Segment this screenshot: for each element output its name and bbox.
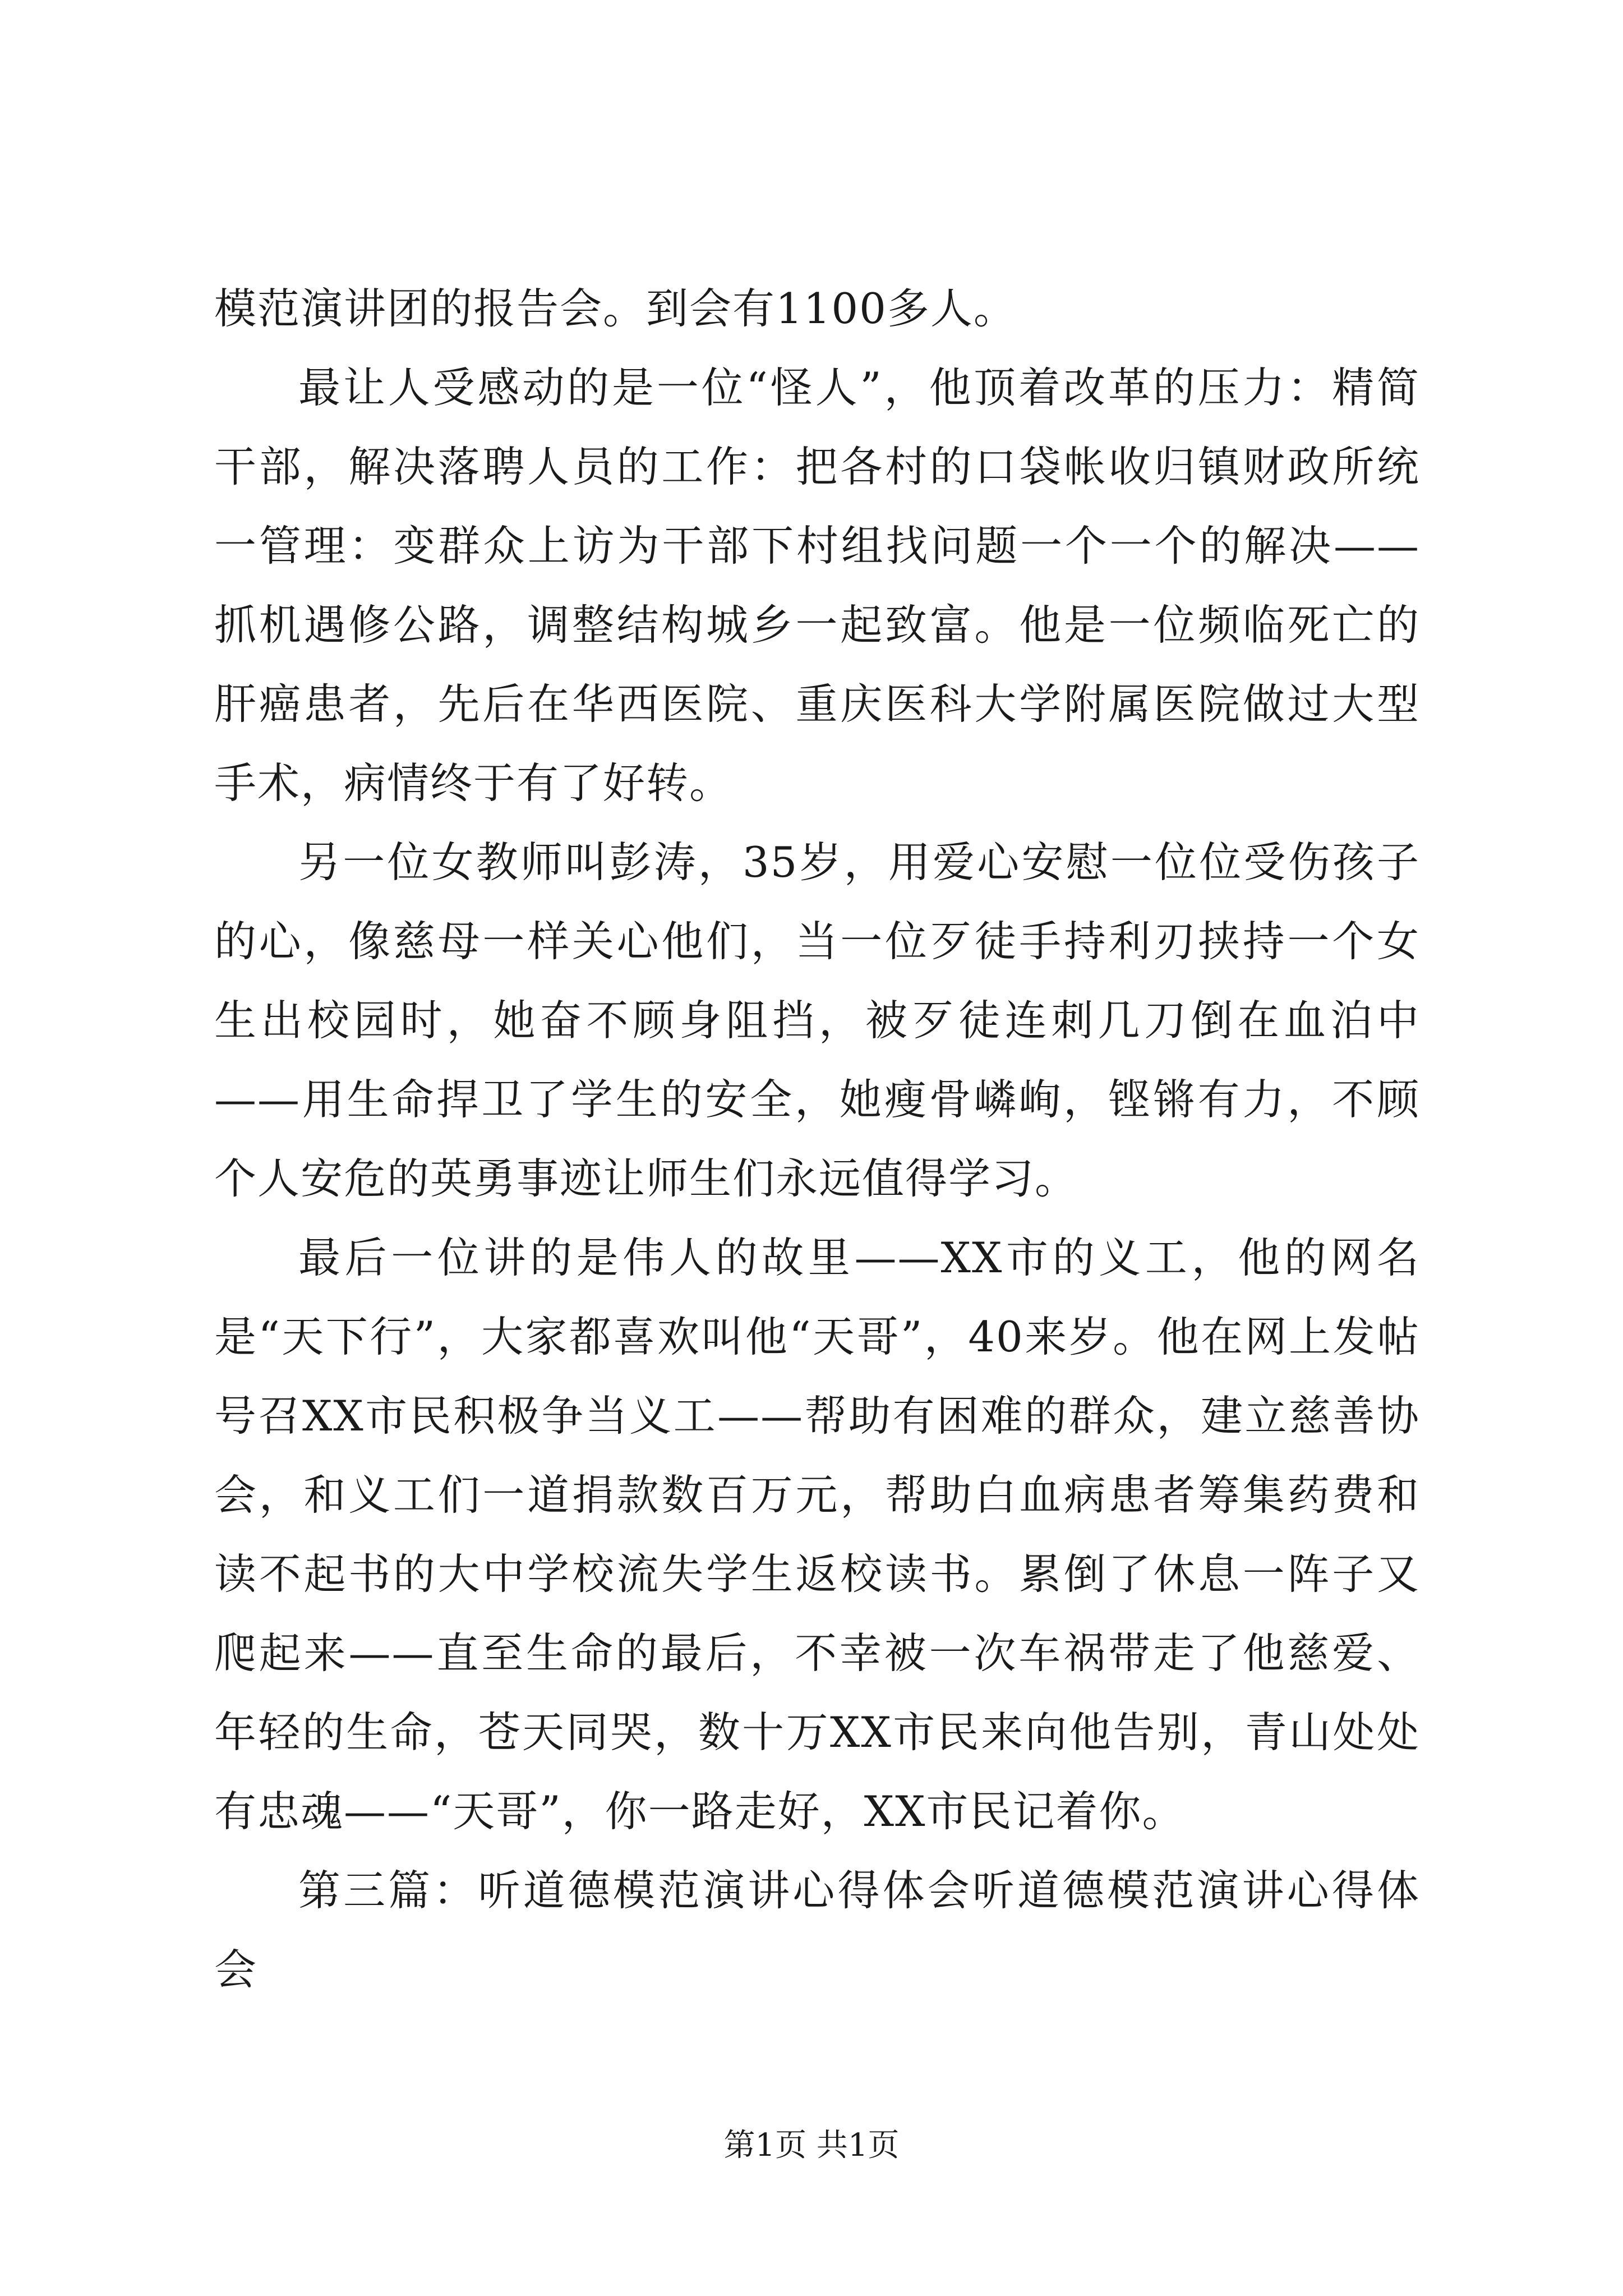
- paragraph-3: 另一位女教师叫彭涛，35岁，用爱心安慰一位位受伤孩子的心，像慈母一样关心他们，当一位歹徒手持利刃挟持一个女生出校园时，她奋不顾身阻挡，被歹徒连刺几刀倒在血泊中——用生命捍卫了学生的安全，她瘦骨嶙峋，铿锵有力，不顾个人安危的英勇事迹让师生们永远值得学习。: [214, 838, 1420, 1203]
- paragraph-1: 模范演讲团的报告会。到会有1100多人。: [214, 284, 1017, 333]
- page-footer: 第1页 共1页: [723, 2127, 900, 2164]
- paragraph-5: 第三篇：听道德模范演讲心得体会听道德模范演讲心得体会: [214, 1866, 1420, 1994]
- document-body: [214, 269, 1420, 2009]
- paragraph-2: 最让人受感动的是一位“怪人”，他顶着改革的压力：精简干部，解决落聘人员的工作：把各村的口袋帐收归镇财政所统一管理：变群众上访为干部下村组找问题一个一个的解决——抓机遇修公路，调整结构城乡一起致富。他是一位频临死亡的肝癌患者，先后在华西医院、重庆医科大学附属医院做过大型手术，病情终于有了好转。: [214, 363, 1420, 808]
- paragraph-4: 最后一位讲的是伟人的故里——XX市的义工，他的网名是“天下行”，大家都喜欢叫他“天哥”，40来岁。他在网上发帖号召XX市民积极争当义工——帮助有困难的群众，建立慈善协会，和义工们一道捐款数百万元，帮助白血病患者筹集药费和读不起书的大中学校流失学生返校读书。累倒了休息一阵子又爬起来——直至生命的最后，不幸被一次车祸带走了他慈爱、年轻的生命，苍天同哭，数十万XX市民来向他告别，青山处处有忠魂——“天哥”，你一路走好，XX市民记着你。: [214, 1233, 1420, 1836]
